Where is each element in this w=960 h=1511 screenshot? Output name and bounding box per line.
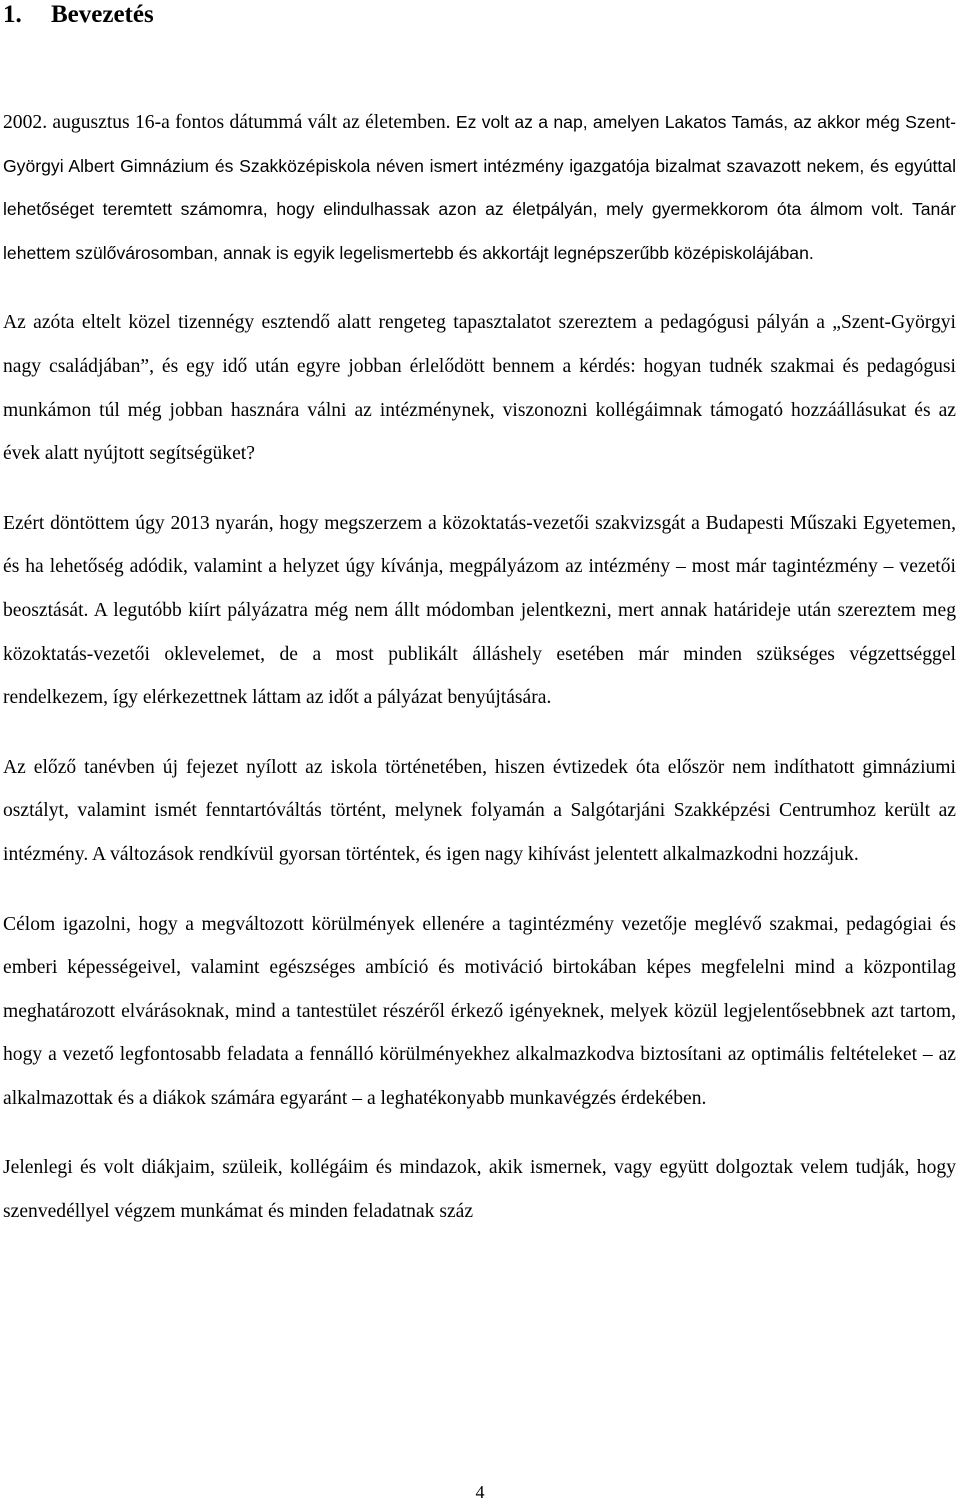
- section-number: 1.: [3, 1, 22, 28]
- paragraph-intro: [3, 101, 956, 275]
- page-number: 4: [475, 1482, 485, 1502]
- section-heading: [3, 0, 956, 30]
- paragraph-intro-sans: Ez volt az a nap, amelyen Lakatos Tamás, az akkor még Szent-Györgyi Albert Gimnázium és Szakközépiskola néven ismert intézmény igazgatója bizalmat szavazott nekem, és egyúttal lehetőséget teremtett számomra, hogy elindulhassak azon az életpályán, mely gyermekkorom óta álmom volt. Tanár lehettem szülővárosomban, annak is egyik legelismertebb és akkortájt legnépszerűbb középiskolájában.: [3, 112, 956, 263]
- paragraph-changes: Az előző tanévben új fejezet nyílott az iskola történetében, hiszen évtizedek óta először nem indíthatott gimnáziumi osztályt, valamint ismét fenntartóváltás történt, melynek folyamán a Salgótarjáni Szakképzési Centrumhoz került az intézmény. A változások rendkívül gyorsan történtek, és igen nagy kihívást jelentett alkalmazkodni hozzájuk.: [3, 756, 956, 865]
- paragraph-goal: Célom igazolni, hogy a megváltozott körülmények ellenére a tagintézmény vezetője meglévő szakmai, pedagógiai és emberi képességeivel, valamint egészséges ambíció és motiváció birtokában képes megfelelni mind a központilag meghatározott elvárásoknak, mind a tantestület részéről érkező igényeknek, melyek közül legjelentősebbnek azt tartom, hogy a vezető legfontosabb feladata a fennálló körülményekhez alkalmazkodva biztosítani az optimális feltételeket – az alkalmazottak és a diákok számára egyaránt – a leghatékonyabb munkavégzés érdekében.: [3, 913, 956, 1109]
- paragraph-decision: Ezért döntöttem úgy 2013 nyarán, hogy megszerzem a közoktatás-vezetői szakvizsgát a Budapesti Műszaki Egyetemen, és ha lehetőség adódik, valamint a helyzet úgy kívánja, megpályázom az intézmény – most már tagintézmény – vezetői beosztását. A legutóbb kiírt pályázatra még nem állt módomban jelentkezni, mert annak határideje után szereztem meg közoktatás-vezetői oklevelemet, de a most publikált álláshely esetében már minden szükséges végzettséggel rendelkezem, így elérkezettnek láttam az időt a pályázat benyújtására.: [3, 512, 956, 709]
- section-title: Bevezetés: [51, 1, 154, 28]
- paragraph-intro-serif: 2002. augusztus 16-a fontos dátummá vált az életemben.: [3, 112, 451, 133]
- document-page: [3, 0, 956, 1234]
- paragraph-students: Jelenlegi és volt diákjaim, szüleik, kollégáim és mindazok, akik ismernek, vagy együtt dolgoztak velem tudják, hogy szenvedéllyel végzem munkámat és minden feladatnak száz: [3, 1157, 956, 1223]
- paragraph-experience: Az azóta eltelt közel tizennégy esztendő alatt rengeteg tapasztalatot szereztem a pedagógusi pályán a „Szent-Györgyi nagy családjában”, és egy idő után egyre jobban érlelődött bennem a kérdés: hogyan tudnék szakmai és pedagógusi munkámon túl még jobban hasznára válni az intézménynek, viszonozni kollégáimnak támogató hozzáállásukat és az évek alatt nyújtott segítségüket?: [3, 312, 956, 465]
